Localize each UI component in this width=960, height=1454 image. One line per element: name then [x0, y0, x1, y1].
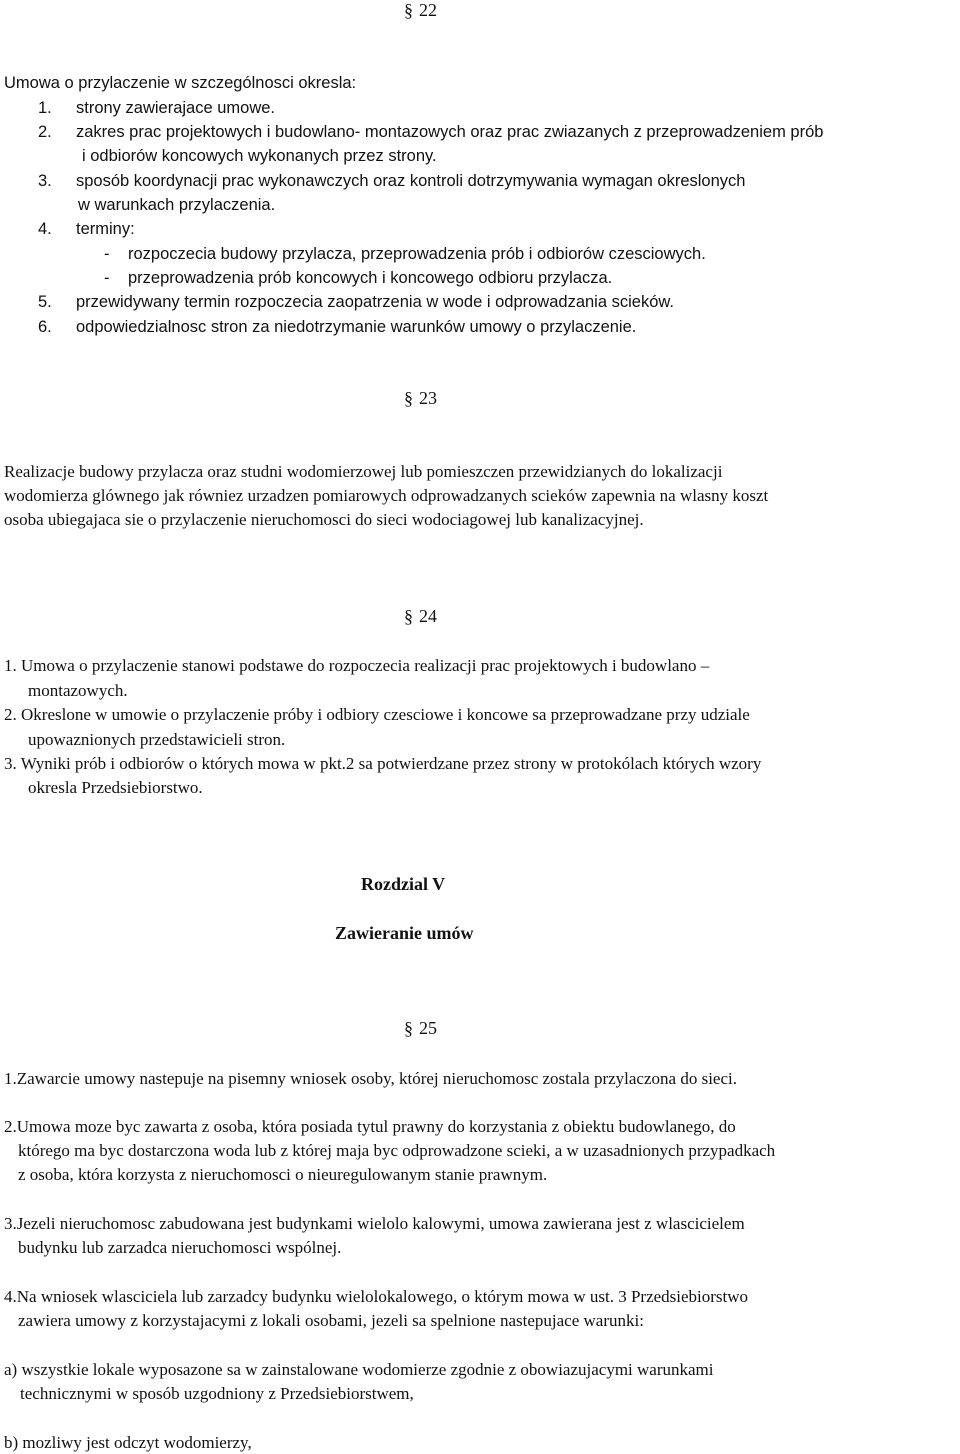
paragraph-line: 4.Na wniosek wlasciciela lub zarzadcy budynku wielolokalowego, o którym mowa w ust. 3 Przedsiebiorstwo	[4, 1287, 749, 1306]
paragraph-line: upowaznionych przedstawicieli stron.	[28, 730, 286, 749]
paragraph-line: z osoba, która korzysta z nieruchomosci o nieuregulowanym stanie prawnym.	[18, 1165, 548, 1184]
section-number: 22	[419, 0, 437, 20]
section-23-heading	[404, 388, 437, 409]
section-symbol: §	[404, 0, 413, 20]
list-item: w warunkach przylaczenia.	[78, 196, 276, 214]
paragraph-line: okresla Przedsiebiorstwo.	[28, 778, 203, 797]
s22-intro: Umowa o przylaczenie w szczególnosci okresla:	[4, 74, 357, 92]
list-item: 5. przewidywany termin rozpoczecia zaopatrzenia w wode i odprowadzania scieków.	[38, 293, 674, 311]
section-symbol: §	[404, 606, 413, 626]
list-item: 4. terminy:	[38, 220, 135, 238]
paragraph-line: montazowych.	[28, 681, 128, 700]
paragraph-line: 2. Okreslone w umowie o przylaczenie próby i odbiory czesciowe i koncowe sa przeprowadzane przy udziale	[4, 705, 750, 724]
paragraph-line: 1. Umowa o przylaczenie stanowi podstawe do rozpoczecia realizacji prac projektowych i budowlano –	[4, 656, 710, 675]
section-24-heading	[404, 606, 437, 627]
paragraph-line: 3.Jezeli nieruchomosc zabudowana jest budynkami wielolo kalowymi, umowa zawierana jest z wlascicielem	[4, 1214, 745, 1233]
list-item: 2. zakres prac projektowych i budowlano- montazowych oraz prac zwiazanych z przeprowadzeniem prób	[38, 123, 824, 141]
paragraph-line: którego ma byc dostarczona woda lub z której maja byc odprowadzone scieki, a w uzasadnionych przypadkach	[18, 1141, 776, 1160]
paragraph-line: osoba ubiegajaca sie o przylaczenie nieruchomosci do sieci wodociagowej lub kanalizacyjnej.	[4, 510, 644, 529]
paragraph-line: 2.Umowa moze byc zawarta z osoba, która posiada tytul prawny do korzystania z obiektu budowlanego, do	[4, 1117, 736, 1136]
chapter-title: Rozdzial V	[361, 874, 446, 894]
chapter-subtitle: Zawieranie umów	[335, 923, 474, 943]
list-item: 1. strony zawierajace umowe.	[38, 99, 275, 117]
list-item: 6. odpowiedzialnosc stron za niedotrzymanie warunków umowy o przylaczenie.	[38, 318, 637, 336]
list-item: 3. sposób koordynacji prac wykonawczych oraz kontroli dotrzymywania wymagan okreslonych	[38, 172, 746, 190]
paragraph-line: 3. Wyniki prób i odbiorów o których mowa w pkt.2 sa potwierdzane przez strony w protokólach których wzory	[4, 754, 762, 773]
paragraph-line: wodomierza glównego jak równiez urzadzen pomiarowych odprowadzanych scieków zapewnia na wlasny koszt	[4, 486, 769, 505]
section-symbol: §	[404, 388, 413, 408]
paragraph-line: b) mozliwy jest odczyt wodomierzy,	[4, 1433, 252, 1452]
paragraph-line: budynku lub zarzadca nieruchomosci wspólnej.	[18, 1238, 342, 1257]
paragraph-line: Realizacje budowy przylacza oraz studni wodomierzowej lub pomieszczen przewidzianych do lokalizacji	[4, 462, 723, 481]
paragraph-line: zawiera umowy z korzystajacymi z lokali osobami, jezeli sa spelnione nastepujace warunki:	[18, 1311, 644, 1330]
section-number: 23	[419, 388, 437, 408]
section-number: 25	[419, 1018, 437, 1038]
section-25-heading	[404, 1018, 437, 1039]
list-item: - przeprowadzenia prób koncowych i koncowego odbioru przylacza.	[104, 269, 613, 287]
list-item: i odbiorów koncowych wykonanych przez strony.	[82, 147, 437, 165]
paragraph-line: 1.Zawarcie umowy nastepuje na pisemny wniosek osoby, której nieruchomosc zostala przylaczona do sieci.	[4, 1069, 737, 1088]
paragraph-line: technicznymi w sposób uzgodniony z Przedsiebiorstwem,	[20, 1384, 414, 1403]
section-number: 24	[419, 606, 437, 626]
section-22-heading	[404, 0, 437, 21]
section-symbol: §	[404, 1018, 413, 1038]
list-item: - rozpoczecia budowy przylacza, przeprowadzenia prób i odbiorów czesciowych.	[104, 245, 706, 263]
paragraph-line: a) wszystkie lokale wyposazone sa w zainstalowane wodomierze zgodnie z obowiazujacymi warunkami	[4, 1360, 714, 1379]
